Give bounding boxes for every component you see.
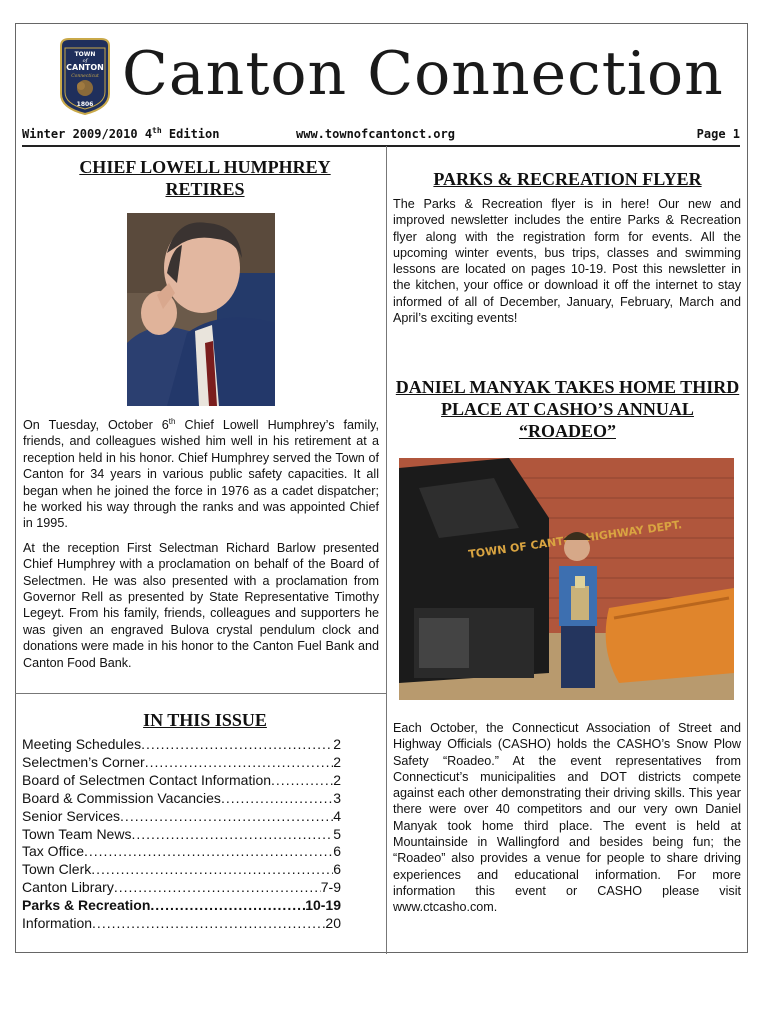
toc-leader-dots	[92, 915, 325, 933]
toc-row	[22, 843, 341, 861]
toc-row	[22, 736, 341, 754]
toc-label: Meeting Schedules	[22, 736, 142, 752]
roadeo-article-body: Each October, the Connecticut Association of Street and Highway Officials (CASHO) holds the CASHO’s Snow Plow Safety “Roadeo.” At the event representatives from Connecticut’s municipalities and DOT districts compete against each other demonstrating their driving skills. This year there were over 40 competitors and our very own Daniel Manyak took home third place. The event is held at Mountainside in Wallingford and besides being fun; the “Roadeo” also provides a venue for people to share driving experiences and educational information. For more information this event or CASHO please visit www.ctcasho.com.	[393, 721, 741, 915]
toc-page-number: 2	[333, 736, 341, 752]
toc-row	[22, 826, 341, 844]
toc-leader-dots	[91, 861, 333, 879]
toc-leader-dots	[221, 790, 333, 808]
toc-row	[22, 772, 341, 790]
toc-page-number: 6	[333, 843, 341, 860]
chief-paragraph-1: On Tuesday, October 6th Chief Lowell Humphrey’s family, friends, and colleagues wished him well in his retirement at a reception held in his honor. Chief Humphrey served the Town of Canton for 34 years in various public safety capacities. It all began when he joined the force in 1976 as a cadet dispatcher; he worked his way through the ranks and was appointed Chief in 1995.	[23, 416, 379, 531]
toc-page-number: 6	[333, 861, 341, 878]
svg-text:1806: 1806	[76, 101, 94, 108]
svg-text:TOWN: TOWN	[74, 51, 96, 58]
toc-label: Board of Selectmen Contact Information	[22, 771, 272, 788]
toc-label: Information	[22, 915, 93, 932]
svg-text:TOWN OF CANTON HIGHWAY DEPT.: TOWN OF CANTON HIGHWAY DEPT.	[467, 518, 683, 561]
edition-info-bar	[22, 127, 740, 147]
toc-row	[22, 915, 341, 933]
toc-row	[22, 879, 341, 897]
roadeo-truck-photo	[399, 458, 734, 700]
toc-row	[22, 808, 341, 826]
parks-headline: PARKS & RECREATION FLYER	[433, 169, 702, 189]
toc-label: Town Team News	[22, 825, 132, 842]
toc-row	[22, 754, 341, 772]
toc-label: Parks & Recreation	[22, 897, 151, 914]
toc-page-number: 2	[333, 753, 341, 770]
toc-label: Tax Office	[22, 843, 84, 860]
page-number: Page 1	[696, 127, 740, 141]
chief-paragraph-2: At the reception First Selectman Richard Barlow presented Chief Humphrey with a proclamation on behalf of the Board of Selectmen. He was also presented with a proclamation from Governor Rell as presented by State Representative Timothy Legeyt. From his family, friends, colleagues and supporters he was given an engraved Bulova crystal pendulum clock and donations were made in his honor to the Canton Fuel Bank and Canton Food Bank.	[23, 540, 379, 670]
toc-leader-dots	[145, 754, 334, 772]
edition-label: Winter 2009/2010 4th Edition	[22, 126, 220, 141]
website-url: www.townofcantonct.org	[296, 127, 455, 141]
table-of-contents	[22, 736, 341, 933]
town-seal-logo	[57, 36, 113, 116]
toc-leader-dots	[150, 897, 305, 915]
svg-text:of: of	[82, 58, 88, 64]
masthead-title: Canton Connection	[122, 39, 724, 109]
parks-article-body: The Parks & Recreation flyer is in here! Our new and improved newsletter includes the entire Parks & Recreation flyer along with the registration form for events. All the upcoming winter events, bus trips, classes and swimming lessons are located on pages 10-19. Post this newsletter in the kitchen, your office or download it off the internet to stay informed of all of December, January, February, March and April’s exciting events!	[393, 197, 741, 326]
toc-leader-dots	[141, 736, 333, 754]
svg-text:Connecticut: Connecticut	[71, 74, 99, 79]
toc-page-number: 3	[333, 789, 341, 806]
toc-page-number: 2	[333, 771, 341, 788]
toc-label: Canton Library	[22, 879, 114, 896]
toc-page-number: 4	[333, 807, 341, 824]
toc-label: Board & Commission Vacancies	[22, 789, 221, 806]
toc-label: Selectmen’s Corner	[22, 753, 145, 770]
toc-page-number: 20	[325, 915, 341, 932]
roadeo-headline: DANIEL MANYAK TAKES HOME THIRD PLACE AT CASHO’S ANNUAL “ROADEO”	[395, 377, 740, 441]
toc-page-number: 5	[333, 825, 341, 842]
chief-headline: CHIEF LOWELL HUMPHREY RETIRES	[79, 157, 331, 199]
in-this-issue-heading: IN THIS ISSUE	[143, 710, 267, 730]
toc-row	[22, 897, 341, 915]
toc-label: Town Clerk	[22, 861, 92, 878]
section-divider	[15, 693, 386, 694]
toc-page-number: 10-19	[305, 897, 341, 914]
toc-leader-dots	[120, 808, 333, 826]
toc-page-number: 7-9	[320, 879, 341, 896]
chief-humphrey-photo	[127, 213, 275, 406]
toc-leader-dots	[84, 843, 333, 861]
toc-leader-dots	[271, 772, 333, 790]
column-divider	[386, 146, 387, 954]
toc-row	[22, 790, 341, 808]
toc-label: Senior Services	[22, 807, 121, 824]
svg-text:CANTON: CANTON	[66, 63, 104, 72]
chief-article-body	[23, 417, 379, 679]
toc-row	[22, 861, 341, 879]
toc-leader-dots	[114, 879, 321, 897]
toc-leader-dots	[131, 826, 333, 844]
